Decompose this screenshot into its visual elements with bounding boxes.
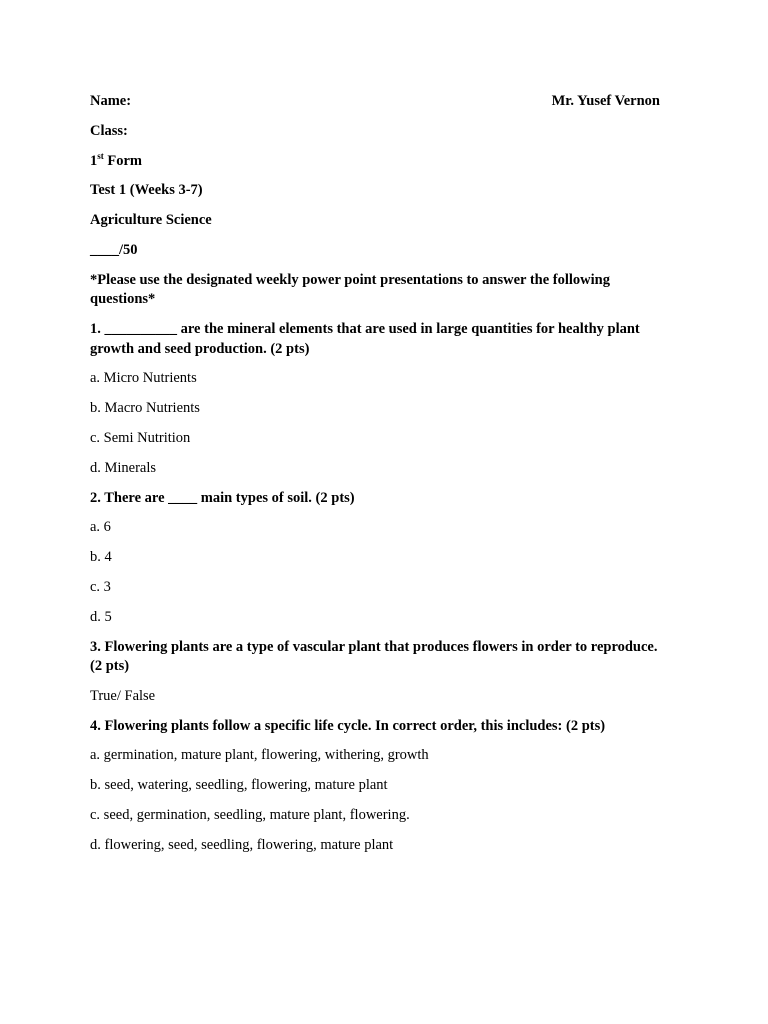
score-blank: ____/50 <box>90 241 138 258</box>
form-line <box>90 152 670 172</box>
question-1-option-a: a. Micro Nutrients <box>90 370 197 387</box>
question-2-option-a: a. 6 <box>90 519 111 536</box>
question-4-option-d: d. flowering, seed, seedling, flowering, mature plant <box>90 836 394 853</box>
question-2-option-c: c. 3 <box>90 578 111 595</box>
instructions: *Please use the designated weekly power point presentations to answer the following questions* <box>90 271 610 308</box>
question-2-option-d: d. 5 <box>90 608 112 625</box>
question-1-option-d: d. Minerals <box>90 459 157 476</box>
question-2-option-b: b. 4 <box>90 549 112 566</box>
class-label: Class: <box>90 122 128 139</box>
question-4-prompt: 4. Flowering plants follow a specific life cycle. In correct order, this includes: (2 pts) <box>90 717 606 734</box>
question-2-prompt: 2. There are ____ main types of soil. (2 pts) <box>90 489 355 506</box>
form-number: 1 <box>90 152 98 169</box>
subject: Agriculture Science <box>90 212 212 229</box>
question-1-option-b: b. Macro Nutrients <box>90 400 200 417</box>
question-3-option-true-false: True/ False <box>90 687 156 704</box>
question-4-option-b: b. seed, watering, seedling, flowering, mature plant <box>90 777 388 794</box>
form-suffix: st <box>97 150 104 161</box>
header-row <box>90 92 670 112</box>
question-1-option-c: c. Semi Nutrition <box>90 429 191 446</box>
document-page <box>90 92 670 866</box>
form-label: Form <box>107 152 142 169</box>
question-4-option-c: c. seed, germination, seedling, mature plant, flowering. <box>90 807 410 824</box>
question-3-prompt: 3. Flowering plants are a type of vascular plant that produces flowers in order to reproduce. (2 pts) <box>90 638 658 675</box>
question-1-prompt: 1. __________ are the mineral elements that are used in large quantities for healthy plant growth and seed production. (2 pts) <box>90 321 640 357</box>
teacher-name: Mr. Yusef Vernon <box>551 93 660 109</box>
question-4-option-a: a. germination, mature plant, flowering, withering, growth <box>90 747 429 764</box>
name-label: Name: <box>90 93 132 109</box>
test-title: Test 1 (Weeks 3-7) <box>90 182 203 199</box>
